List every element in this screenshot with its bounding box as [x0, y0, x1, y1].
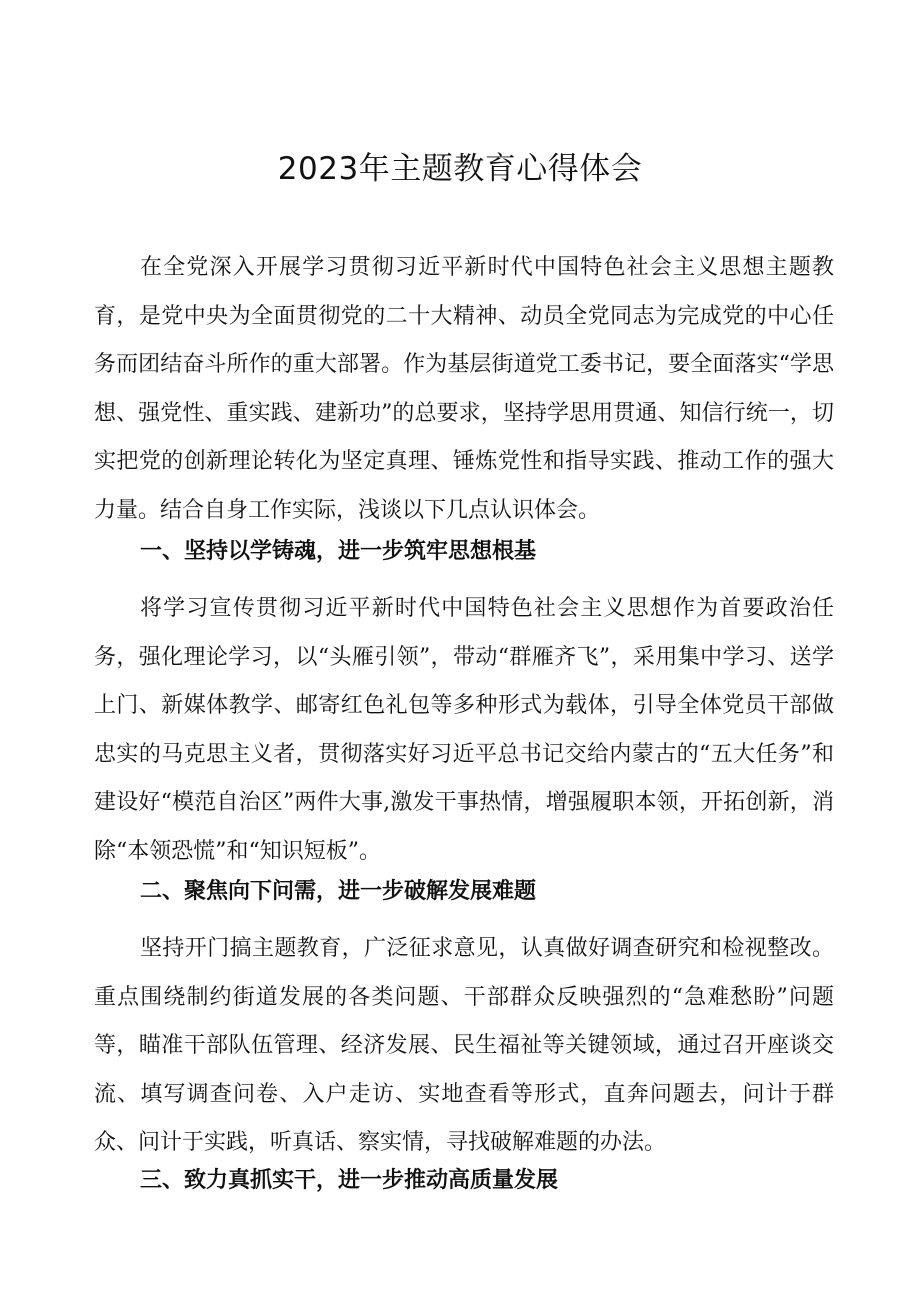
- section-heading-2: 二、聚焦向下问需，进一步破解发展难题: [140, 879, 537, 904]
- section-heading-1: 一、坚持以学铸魂，进一步筑牢思想根基: [140, 539, 537, 564]
- intro-paragraph: 在全党深入开展学习贯彻习近平新时代中国特色社会主义思想主题教育，是党中央为全面贯彻党的二十大精神、动员全党同志为完成党的中心任务而团结奋斗所作的重大部署。作为基层街道党工委书记，要全面落实“学思想、强党性、重实践、建新功”的总要求，坚持学思用贯通、知信行统一，切实把党的创新理论转化为坚定真理、锤炼党性和指导实践、推动工作的强大力量。结合自身工作实际，浅谈以下几点认识体会。: [94, 255, 834, 523]
- section-2-paragraph: 坚持开门搞主题教育，广泛征求意见，认真做好调查研究和检视整改。重点围绕制约街道发展的各类问题、干部群众反映强烈的“急难愁盼”问题等，瞄准干部队伍管理、经济发展、民生福祉等关键领域，通过召开座谈交流、填写调查问卷、入户走访、实地查看等形式，直奔问题去，问计于群众、问计于实践，听真话、察实情，寻找破解难题的办法。: [94, 936, 834, 1155]
- section-heading-3: 三、致力真抓实干，进一步推动高质量发展: [140, 1168, 559, 1193]
- section-1-paragraph: 将学习宣传贯彻习近平新时代中国特色社会主义思想作为首要政治任务，强化理论学习，以“头雁引领”，带动“群雁齐飞”，采用集中学习、送学上门、新媒体教学、邮寄红色礼包等多种形式为载体，引导全体党员干部做忠实的马克思主义者，贯彻落实好习近平总书记交给内蒙古的“五大任务”和建设好“模范自治区”两件大事,激发干事热情，增强履职本领，开拓创新，消除“本领恐慌”和“知识短板”。: [94, 596, 834, 864]
- document-title: 2023年主题教育心得体会: [277, 151, 643, 187]
